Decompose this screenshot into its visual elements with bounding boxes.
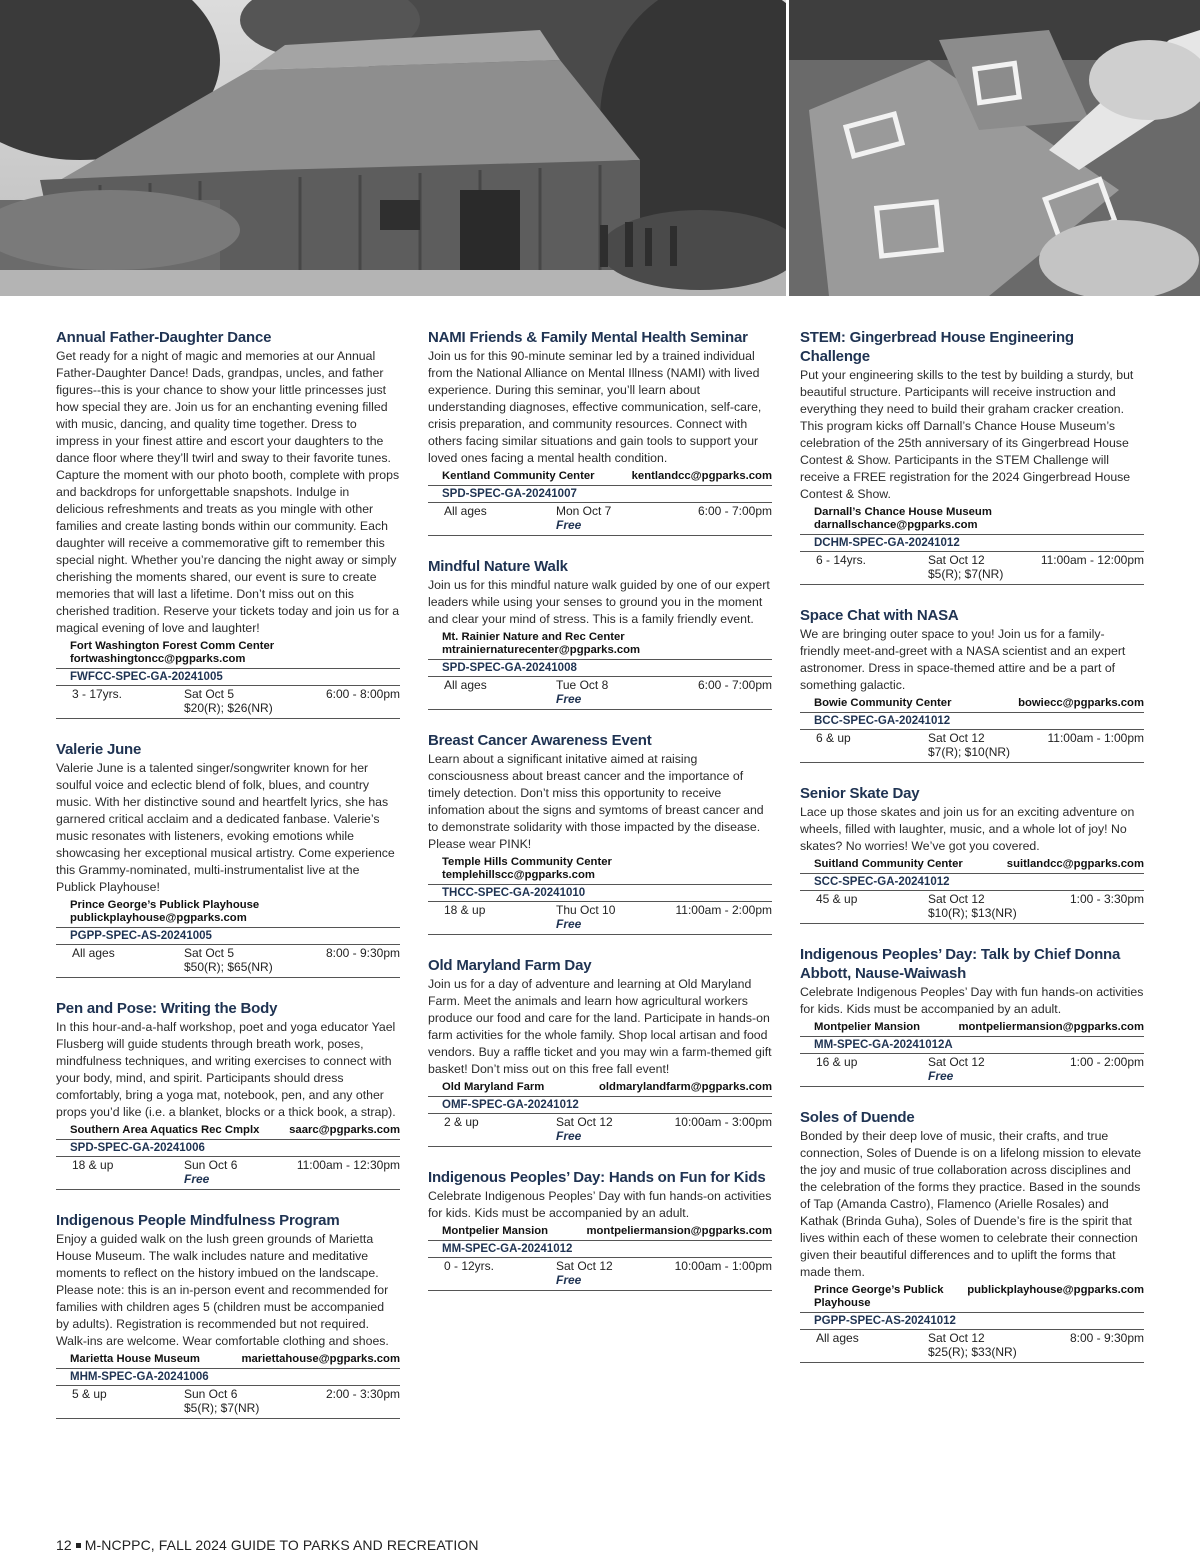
event-time: 8:00 - 9:30pm <box>325 946 400 960</box>
event-info <box>428 470 772 536</box>
location-name: Old Maryland Farm <box>442 1081 545 1093</box>
age-range: 0 - 12yrs. <box>444 1259 495 1273</box>
location-name: Temple Hills Community Center <box>442 856 612 868</box>
schedule-block <box>800 551 1144 585</box>
event-description: Join us for a day of adventure and learning at Old Maryland Farm. Meet the animals and learn how agricultural workers produce our food and care for the land. Participate in hands-on farm activities for the whole family. Shop local artisan and food vendors. Buy a raffle ticket and you may win a farm-themed gift basket! Don’t miss out on this free fall event! <box>428 977 772 1076</box>
activity-code: OMF-SPEC-GA-20241012 <box>442 1099 579 1111</box>
event-listing <box>56 328 400 719</box>
activity-code: MM-SPEC-GA-20241012A <box>814 1039 953 1051</box>
event-title: Old Maryland Farm Day <box>428 957 592 974</box>
schedule-row <box>800 551 1144 584</box>
location-name: Prince George’s Publick Playhouse <box>70 899 260 911</box>
fee-free: Free <box>184 1172 210 1186</box>
event-description: Bonded by their deep love of music, their crafts, and true connection, Soles of Duende is on a lifelong mission to elevate the joy and music of true collaboration across disciplines and the celebration of the forms they practice. Based in the sounds of Tap (Amanda Castro), Flamenco (Arielle Rosales) and Kathak (Brinda Guha), Soles of Duende’s fire is the spirit that lives within each of these women to celebrate their connection given their beautiful differences and to uplift the forms that made them. <box>800 1129 1142 1279</box>
schedule-block <box>428 901 772 935</box>
event-title: Indigenous People Mindfulness Program <box>56 1212 340 1229</box>
location-email[interactable]: bowiecc@pgparks.com <box>1018 697 1144 709</box>
location-name: Mt. Rainier Nature and Rec Center <box>442 631 625 643</box>
event-title: Indigenous Peoples’ Day: Hands on Fun for Kids <box>428 1169 766 1186</box>
activity-code: MM-SPEC-GA-20241012 <box>442 1243 573 1255</box>
event-listing <box>428 731 772 935</box>
age-range: 2 & up <box>444 1115 479 1129</box>
event-description: Join us for this mindful nature walk guided by one of our expert leaders while using your senses to ground you in the moment and clear your mind of stress. This is a family friendly event. <box>428 578 770 626</box>
event-description: Join us for this 90-minute seminar led by a trained individual from the National Alliance on Mental Illness (NAMI) with lived experience. During this seminar, you’ll learn about understanding diagnoses, effective communication, self-care, crisis preparation, and community resources. Connect with others facing similar situations and gain tools to support your loved ones facing a mental health condition. <box>428 349 762 465</box>
event-listing <box>428 956 772 1147</box>
age-range: 16 & up <box>816 1055 858 1069</box>
fee-free: Free <box>556 917 582 931</box>
event-info <box>56 1353 400 1419</box>
age-range: 3 - 17yrs. <box>72 687 123 701</box>
activity-code: BCC-SPEC-GA-20241012 <box>814 715 951 727</box>
activity-code: SPD-SPEC-GA-20241007 <box>442 488 577 500</box>
event-title: Space Chat with NASA <box>800 607 959 624</box>
event-listing <box>800 606 1144 763</box>
event-time: 11:00am - 12:00pm <box>1040 553 1144 567</box>
event-date: Sat Oct 5 <box>184 687 235 701</box>
event-time: 1:00 - 2:00pm <box>1069 1055 1144 1069</box>
schedule-row <box>56 944 400 977</box>
schedule-row <box>800 1329 1144 1362</box>
event-date: Sat Oct 12 <box>556 1259 613 1273</box>
event-listing <box>800 945 1144 1087</box>
schedule-block <box>428 1257 772 1291</box>
event-time: 11:00am - 12:30pm <box>296 1158 400 1172</box>
event-listing <box>56 999 400 1190</box>
location-name: Southern Area Aquatics Rec Cmplx <box>70 1124 260 1136</box>
event-listing <box>56 1211 400 1419</box>
activity-code: SPD-SPEC-GA-20241006 <box>70 1142 205 1154</box>
schedule-row <box>428 676 772 709</box>
location-row <box>56 1353 400 1369</box>
event-title: STEM: Gingerbread House Engineering Challenge <box>800 329 1074 365</box>
location-email[interactable]: templehillscc@pgparks.com <box>442 869 595 881</box>
event-info <box>428 856 772 935</box>
location-email[interactable]: kentlandcc@pgparks.com <box>631 470 772 482</box>
event-listing <box>56 740 400 978</box>
location-row <box>428 1081 772 1097</box>
column-3 <box>800 328 1144 1384</box>
event-description: Valerie June is a talented singer/songwriter known for her soulful voice and eclectic blend of folk, blues, and country music. With her distinctive sound and heartfelt lyrics, she has garnered critical acclaim and a dedicated fanbase. Valerie’s music resonates with listeners, evoking emotions while showcasing her exceptional musical artistry. Come experience this Grammy-nominated, multi-instrumentalist live at the Publick Playhouse! <box>56 761 395 894</box>
age-range: 5 & up <box>72 1387 107 1401</box>
gingerbread-photo <box>789 0 1200 296</box>
schedule-block <box>428 502 772 536</box>
location-email[interactable]: fortwashingtoncc@pgparks.com <box>70 653 246 665</box>
event-date: Thu Oct 10 <box>556 903 616 917</box>
schedule-block <box>56 685 400 719</box>
age-range: All ages <box>816 1331 859 1345</box>
location-row <box>428 631 772 660</box>
schedule-block <box>56 944 400 978</box>
location-email[interactable]: publickplayhouse@pgparks.com <box>967 1284 1144 1296</box>
schedule-block <box>800 729 1144 763</box>
event-listing <box>800 328 1144 585</box>
page-footer <box>56 1537 479 1553</box>
event-info <box>800 697 1144 763</box>
activity-code: PGPP-SPEC-AS-20241005 <box>70 930 212 942</box>
event-time: 10:00am - 1:00pm <box>674 1259 772 1273</box>
event-title: Soles of Duende <box>800 1109 915 1126</box>
event-time: 8:00 - 9:30pm <box>1069 1331 1144 1345</box>
fee-free: Free <box>556 1273 582 1287</box>
location-row <box>800 697 1144 713</box>
column-1 <box>56 328 400 1440</box>
activity-code: THCC-SPEC-GA-20241010 <box>442 887 586 899</box>
separator-square-icon <box>76 1543 81 1548</box>
event-info <box>800 1284 1144 1363</box>
location-row <box>56 640 400 669</box>
location-row <box>800 506 1144 535</box>
event-time: 2:00 - 3:30pm <box>325 1387 400 1401</box>
event-date: Sat Oct 12 <box>928 553 985 567</box>
event-time: 11:00am - 2:00pm <box>675 903 772 917</box>
event-fee: $5(R); $7(NR) <box>184 1401 260 1415</box>
event-fee: $25(R); $33(NR) <box>928 1345 1017 1359</box>
schedule-row <box>56 1385 400 1418</box>
location-email[interactable]: mtrainiernaturecenter@pgparks.com <box>442 644 641 656</box>
event-fee: $10(R); $13(NR) <box>928 906 1017 920</box>
schedule-row <box>800 1053 1144 1086</box>
footer-text: M-NCPPC, FALL 2024 GUIDE TO PARKS AND RECREATION <box>84 1537 479 1553</box>
age-range: All ages <box>444 504 487 518</box>
location-email[interactable]: saarc@pgparks.com <box>289 1124 400 1136</box>
event-date: Sat Oct 12 <box>556 1115 613 1129</box>
event-description: Celebrate Indigenous Peoples’ Day with fun hands-on activities for kids. Kids must be accompanied by an adult. <box>800 985 1144 1016</box>
page-number: 12 <box>56 1537 72 1553</box>
event-info <box>428 631 772 710</box>
age-range: 18 & up <box>72 1158 114 1172</box>
event-info <box>800 1021 1144 1087</box>
schedule-block <box>800 890 1144 924</box>
location-name: Marietta House Museum <box>70 1353 200 1365</box>
event-date: Tue Oct 8 <box>556 678 609 692</box>
location-email[interactable]: publickplayhouse@pgparks.com <box>70 912 247 924</box>
schedule-row <box>56 1156 400 1189</box>
event-title: Annual Father-Daughter Dance <box>56 329 272 346</box>
location-name: Bowie Community Center <box>814 697 952 709</box>
event-title: Breast Cancer Awareness Event <box>428 732 652 749</box>
fee-free: Free <box>556 692 582 706</box>
event-title: Mindful Nature Walk <box>428 558 568 575</box>
event-description: Lace up those skates and join us for an exciting adventure on wheels, filled with laughter, music, and a whole lot of joy! No skates? No worries! We’ve got you covered. <box>800 805 1135 853</box>
event-title: NAMI Friends & Family Mental Health Seminar <box>428 329 748 346</box>
schedule-row <box>428 502 772 535</box>
location-name: Fort Washington Forest Comm Center <box>70 640 275 652</box>
location-name: Kentland Community Center <box>442 470 595 482</box>
event-description: Learn about a significant initative aimed at raising consciousness about breast cancer and the importance of timely detection. Don’t miss this opportunity to receive infomation about the signs and symtoms of breast cancer and to demonstrate solidarity with those impacted by the disease. Please wear PINK! <box>428 752 764 851</box>
event-description: Celebrate Indigenous Peoples’ Day with fun hands-on activities for kids. Kids must be accompanied by an adult. <box>428 1189 772 1220</box>
event-time: 10:00am - 3:00pm <box>674 1115 772 1129</box>
event-fee: $20(R); $26(NR) <box>184 701 273 715</box>
schedule-row <box>428 901 772 934</box>
location-row <box>428 1225 772 1241</box>
location-email[interactable]: oldmarylandfarm@pgparks.com <box>599 1081 772 1093</box>
event-time: 1:00 - 3:30pm <box>1069 892 1144 906</box>
event-info <box>56 1124 400 1190</box>
location-row <box>56 899 400 928</box>
location-email[interactable]: suitlandcc@pgparks.com <box>1006 858 1144 870</box>
event-fee: $5(R); $7(NR) <box>928 567 1004 581</box>
event-info <box>428 1081 772 1147</box>
schedule-block <box>800 1329 1144 1363</box>
schedule-block <box>56 1385 400 1419</box>
activity-code: SCC-SPEC-GA-20241012 <box>814 876 950 888</box>
fee-free: Free <box>928 1069 954 1083</box>
event-listing <box>428 557 772 710</box>
age-range: 18 & up <box>444 903 486 917</box>
event-date: Sun Oct 6 <box>184 1158 238 1172</box>
event-info <box>800 506 1144 585</box>
event-title: Valerie June <box>56 741 142 758</box>
event-title: Senior Skate Day <box>800 785 920 802</box>
activity-code: SPD-SPEC-GA-20241008 <box>442 662 577 674</box>
event-info <box>428 1225 772 1291</box>
schedule-row <box>56 685 400 718</box>
event-description: In this hour-and-a-half workshop, poet and yoga educator Yael Flusberg will guide students through breath work, poses, mindfulness techniques, and writing exercises to connect with your body, mind, and spirit. Participants should dress comfortably, bring a yoga mat, notebook, pen, and any other props you’d like (i.e. a blanket, blocks or a thick book, a strap). <box>56 1020 396 1119</box>
location-name: Montpelier Mansion <box>442 1225 549 1237</box>
event-listing <box>800 1108 1144 1363</box>
schedule-block <box>800 1053 1144 1087</box>
location-row <box>800 1021 1144 1037</box>
location-name: Suitland Community Center <box>814 858 963 870</box>
event-title: Pen and Pose: Writing the Body <box>56 1000 278 1017</box>
activity-code: FWFCC-SPEC-GA-20241005 <box>70 671 223 683</box>
schedule-row <box>428 1257 772 1290</box>
location-email[interactable]: montpeliermansion@pgparks.com <box>586 1225 772 1237</box>
schedule-row <box>800 890 1144 923</box>
event-date: Sat Oct 5 <box>184 946 235 960</box>
event-date: Sat Oct 12 <box>928 1331 985 1345</box>
fee-free: Free <box>556 518 582 532</box>
location-name: Montpelier Mansion <box>814 1021 921 1033</box>
event-description: Get ready for a night of magic and memories at our Annual Father-Daughter Dance! Dads, grandpas, uncles, and father figures--this is your chance to show your little princesses just how special they are. Join us for an enchanting evening filled with music, dancing, and quality time together. Dress to impress in your finest attire and escort your daughters to the dance floor where they’ll twirl and sway to their favorite tunes. Capture the moment with our photo booth, complete with props and backdrops for unforgettable snapshots. Indulge in delicious refreshments and treats as you mingle with other families and create lasting bonds within our community. Each daughter will receive a commemorative gift to remember this special night. Whether you’re dancing the night away or simply cherishing the moments shared, our event is sure to create memories that will last a lifetime. Don’t miss out on this cherished tradition. Reserve your tickets today and join us for a magical evening of love and laughter! <box>56 349 400 635</box>
location-name: Darnall’s Chance House Museum <box>814 506 992 518</box>
event-listing <box>800 784 1144 924</box>
location-row <box>56 1124 400 1140</box>
activity-code: DCHM-SPEC-GA-20241012 <box>814 537 960 549</box>
fee-free: Free <box>556 1129 582 1143</box>
event-time: 6:00 - 7:00pm <box>697 678 772 692</box>
event-description: Put your engineering skills to the test by building a sturdy, but beautiful structure. Participants will receive instruction and everything they need to build their graham cracker creation. This program kicks off Darnall’s Chance House Museum’s celebration of the 25th anniversary of its Gingerbread House Contest & Show. Participants in the STEM Challenge will receive a FREE registration for the 2024 Gingerbread House Contest & Show. <box>800 368 1134 501</box>
age-range: 6 & up <box>816 731 851 745</box>
schedule-block <box>428 676 772 710</box>
activity-code: MHM-SPEC-GA-20241006 <box>70 1371 209 1383</box>
event-fee: $7(R); $10(NR) <box>928 745 1011 759</box>
event-info <box>56 899 400 978</box>
schedule-block <box>56 1156 400 1190</box>
location-row <box>428 856 772 885</box>
activity-code: PGPP-SPEC-AS-20241012 <box>814 1315 956 1327</box>
event-date: Sat Oct 12 <box>928 731 985 745</box>
location-email[interactable]: mariettahouse@pgparks.com <box>241 1353 400 1365</box>
event-time: 11:00am - 1:00pm <box>1047 731 1144 745</box>
event-fee: $50(R); $65(NR) <box>184 960 273 974</box>
age-range: 45 & up <box>816 892 858 906</box>
age-range: All ages <box>72 946 115 960</box>
event-listing <box>428 328 772 536</box>
location-row <box>428 470 772 486</box>
event-info <box>800 858 1144 924</box>
event-date: Sat Oct 12 <box>928 1055 985 1069</box>
event-description: We are bringing outer space to you! Join us for a family-friendly meet-and-greet with a NASA scientist and an expert astronomer. Dress in space-themed attire and be a part of something galactic. <box>800 627 1126 692</box>
event-date: Mon Oct 7 <box>556 504 612 518</box>
column-2 <box>428 328 772 1312</box>
location-row <box>800 858 1144 874</box>
event-time: 6:00 - 8:00pm <box>325 687 400 701</box>
event-description: Enjoy a guided walk on the lush green grounds of Marietta House Museum. The walk includes nature and meditative moments to reflect on the history imbued on the landscape. Please note: this is an in-person event and recommended for families with children ages 5 (children must be accompanied by adults). Registration is recommended but not required. Walk-ins are welcome. Wear comfortable clothing and shoes. <box>56 1232 389 1348</box>
event-date: Sun Oct 6 <box>184 1387 238 1401</box>
age-range: 6 - 14yrs. <box>816 553 867 567</box>
event-title: Indigenous Peoples’ Day: Talk by Chief Donna Abbott, Nause-Waiwash <box>800 946 1121 982</box>
location-name: Prince George’s Publick Playhouse <box>814 1284 944 1309</box>
age-range: All ages <box>444 678 487 692</box>
location-email[interactable]: darnallschance@pgparks.com <box>814 519 978 531</box>
event-listing <box>428 1168 772 1291</box>
event-time: 6:00 - 7:00pm <box>697 504 772 518</box>
location-email[interactable]: montpeliermansion@pgparks.com <box>958 1021 1144 1033</box>
event-date: Sat Oct 12 <box>928 892 985 906</box>
barn-photo <box>0 0 786 296</box>
schedule-row <box>800 729 1144 762</box>
event-info <box>56 640 400 719</box>
schedule-row <box>428 1113 772 1146</box>
location-row <box>800 1284 1144 1313</box>
schedule-block <box>428 1113 772 1147</box>
header-photos <box>0 0 1200 296</box>
